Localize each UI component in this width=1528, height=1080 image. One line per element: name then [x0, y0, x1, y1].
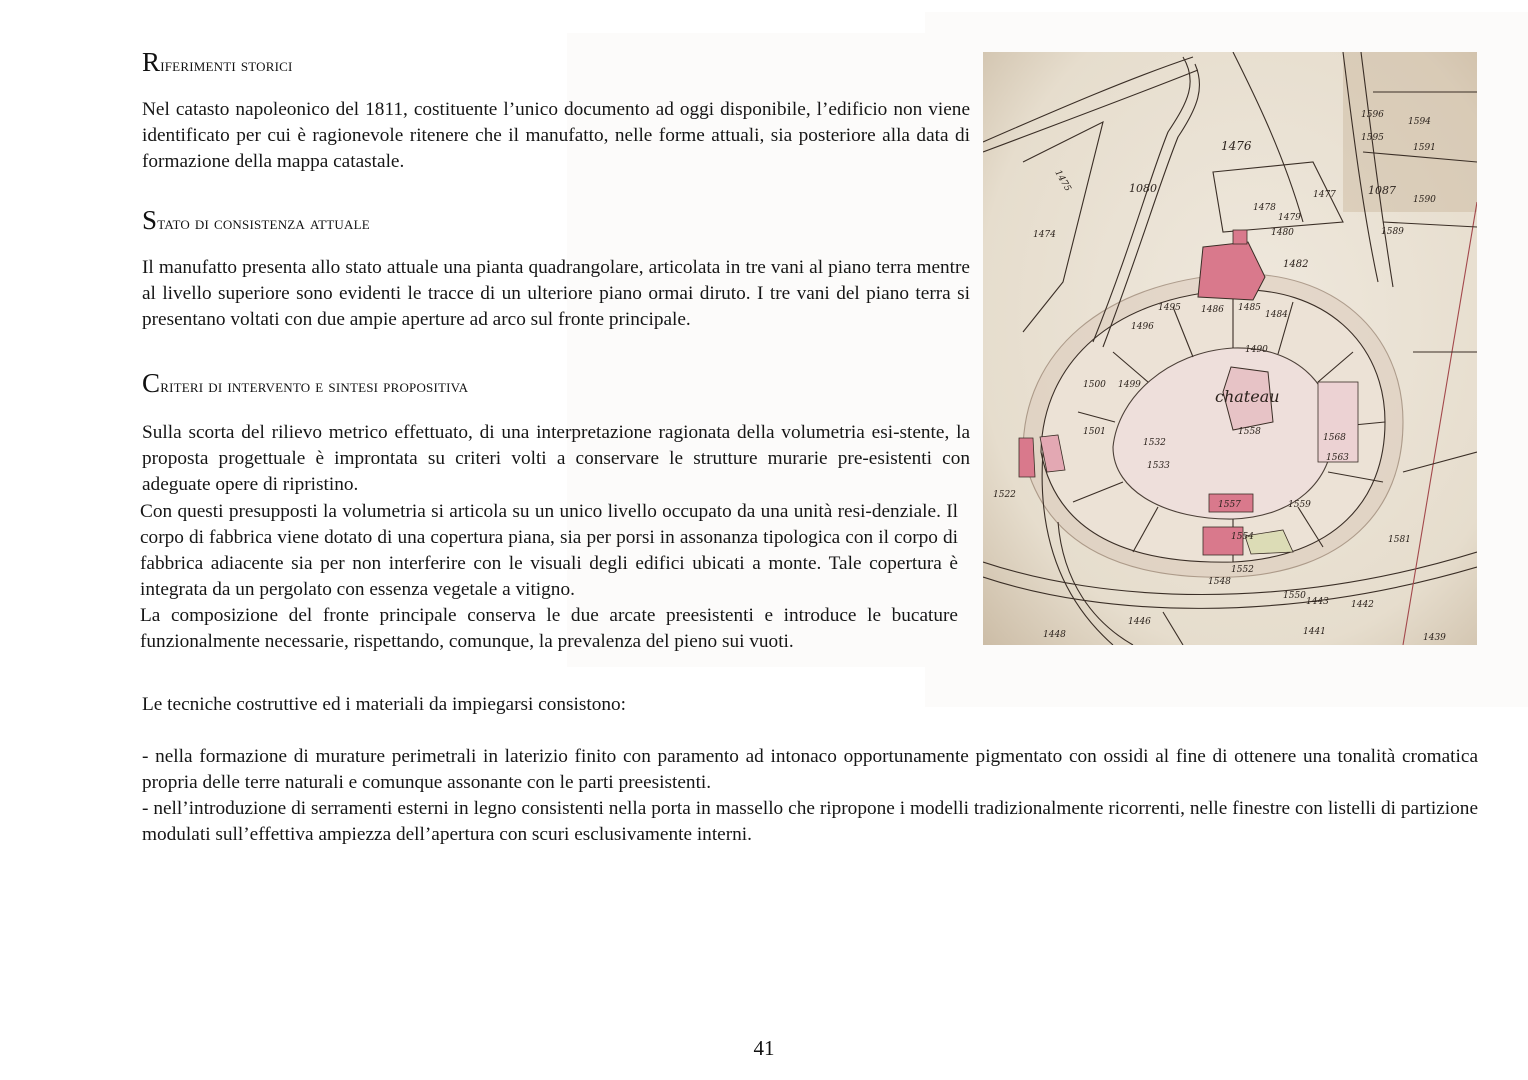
techniques-intro: Le tecniche costruttive ed i materiali da impiegarsi consistono:	[142, 694, 627, 715]
paragraph-intervention-criteria-2: Con questi presupposti la volumetria si articola su un unico livello occupato da una unità resi-denziale. Il corpo di fabbrica viene dotato di una copertura piana, sia per porsi in assonanza tipologica con il corpo di fabbrica adiacente sia per non interferire con le visuali degli edifici ubicati a monte. Tale copertura è integrata da un pergolato con essenza vegetale a vitigno.	[140, 501, 958, 600]
map-parcel-1565	[1318, 382, 1358, 462]
map-label: 1495	[1158, 303, 1181, 313]
map-label: 1490	[1245, 345, 1268, 355]
map-label: 1558	[1238, 427, 1261, 437]
map-label: 1448	[1043, 630, 1066, 640]
map-label: 1482	[1283, 259, 1309, 270]
map-label: 1443	[1306, 597, 1329, 607]
map-label: 1474	[1033, 230, 1056, 240]
map-label: 1499	[1118, 380, 1141, 390]
map-label: 1590	[1413, 195, 1436, 205]
map-parcel-81	[1233, 230, 1247, 244]
techniques-item: - nella formazione di murature perimetrali in laterizio finito con paramento ad intonaco opportunamente pigmentato con ossidi al fine di ottenere una tonalità cromatica propria delle terre naturali e comunque assonante con le parti preesistenti.	[142, 746, 1478, 793]
map-label: 1589	[1381, 227, 1404, 237]
section-heading-current-state: Stato di consistenza attuale	[142, 205, 370, 235]
paragraph-intervention-criteria-1: Sulla scorta del rilievo metrico effettuato, di una interpretazione ragionata della volumetria esi-stente, la proposta progettuale è improntata su criteri volti a conservare le strutture murarie pre-esistenti con adeguate opere di ripristino.	[142, 422, 970, 495]
paragraph-historical-references: Nel catasto napoleonico del 1811, costituente l’unico documento ad oggi disponibile, l’edificio non viene identificato per cui è ragionevole ritenere che il manufatto, nelle forme attuali, sia posteriore alla data di formazione della mappa catastale.	[142, 99, 970, 172]
map-label-chateau: chateau	[1215, 387, 1280, 406]
map-label: 1441	[1303, 627, 1326, 637]
map-label: 1533	[1147, 461, 1170, 471]
section-heading-historical-references: Riferimenti storici	[142, 47, 293, 77]
map-label: 1496	[1131, 322, 1154, 332]
techniques-item: - nell’introduzione di serramenti esterni in legno consistenti nella porta in massello che ripropone i modelli tradizionalmente ricorrenti, nelle finestre con listelli di partizione modulati sull’effettiva ampiezza dell’apertura con scuri esclusivamente interni.	[142, 798, 1478, 845]
map-label: 1591	[1413, 143, 1436, 153]
map-label: 1501	[1083, 427, 1106, 437]
paragraph-current-state: Il manufatto presenta allo stato attuale una pianta quadrangolare, articolata in tre vani al piano terra mentre al livello superiore sono evidenti le tracce di un ulteriore piano ormai diruto. I tre vani del piano terra si presentano voltati con due ampie aperture ad arco sul fronte principale.	[142, 257, 970, 330]
map-label: 1522	[993, 490, 1016, 500]
map-label: 1475	[1052, 168, 1073, 194]
map-label: 1476	[1221, 139, 1252, 153]
map-label: 1446	[1128, 617, 1151, 627]
map-label: 1439	[1423, 633, 1446, 643]
map-label: 1550	[1283, 591, 1306, 601]
map-label: 1477	[1313, 190, 1336, 200]
map-label: 1087	[1368, 184, 1396, 197]
map-label: 1548	[1208, 577, 1231, 587]
map-label: 1484	[1265, 310, 1288, 320]
map-label: 1568	[1323, 433, 1346, 443]
map-label: 1532	[1143, 438, 1166, 448]
map-label: 1594	[1408, 117, 1431, 127]
cadastral-map-drawing	[983, 52, 1477, 645]
map-shadow	[1343, 52, 1477, 212]
map-label: 1486	[1201, 305, 1224, 315]
map-label: 1479	[1278, 213, 1301, 223]
map-label: 1500	[1083, 380, 1106, 390]
map-label: 1581	[1388, 535, 1411, 545]
map-label: 1563	[1326, 453, 1349, 463]
map-label: 1595	[1361, 133, 1384, 143]
map-label: 1485	[1238, 303, 1261, 313]
map-label: 1480	[1271, 228, 1294, 238]
techniques-list	[142, 744, 1478, 848]
map-label: 1596	[1361, 110, 1384, 120]
map-label: 1080	[1129, 182, 1157, 195]
map-label: 1478	[1253, 203, 1276, 213]
map-label: 1552	[1231, 565, 1254, 575]
map-label: 1557	[1218, 500, 1241, 510]
cadastral-map-image	[983, 52, 1477, 645]
page-number: 41	[753, 1036, 775, 1060]
map-label: 1442	[1351, 600, 1374, 610]
map-label: 1554	[1231, 532, 1254, 542]
section-heading-intervention-criteria: Criteri di intervento e sintesi propositiva	[142, 368, 469, 398]
paragraph-intervention-criteria-3: La composizione del fronte principale conserva le due arcate preesistenti e introduce le bucature funzionalmente necessarie, rispettando, comunque, la prevalenza del pieno sui vuoti.	[140, 605, 958, 652]
map-label: 1559	[1288, 500, 1311, 510]
map-parcel-1523	[1019, 438, 1035, 477]
